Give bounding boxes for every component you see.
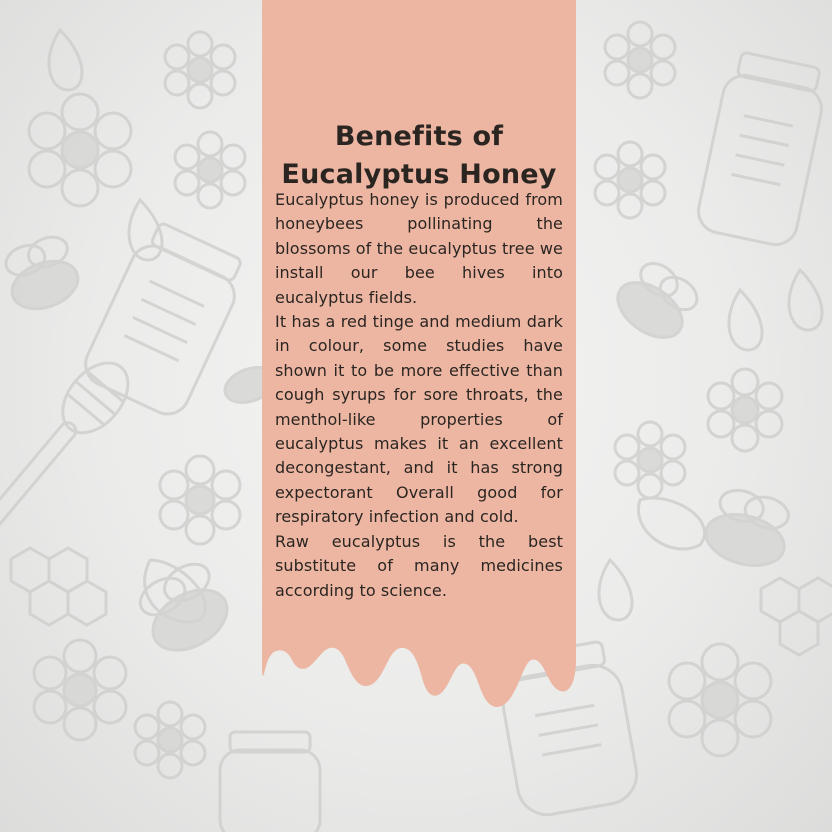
body-paragraph-3: Raw eucalyptus is the best substitute of many medicines according to science. [275,531,563,600]
card-body [275,188,563,603]
body-paragraph-2: It has a red tinge and medium dark in colour, some studies have shown it to be more effective than cough syrups for sore throats, the menthol-like properties of eucalyptus makes it an excellent decongestant, and it has strong expectorant Overall good for respiratory infection and cold. [275,312,563,527]
benefits-card [262,0,576,640]
card-title [262,118,576,194]
card-title-line1: Benefits of [334,121,504,153]
card-title-line2: Eucalyptus Honey [281,159,557,191]
body-paragraph-1: Eucalyptus honey is produced from honeybees pollinating the blossoms of the eucalyptus tree we install our bee hives into eucalyptus fields. [275,190,563,307]
